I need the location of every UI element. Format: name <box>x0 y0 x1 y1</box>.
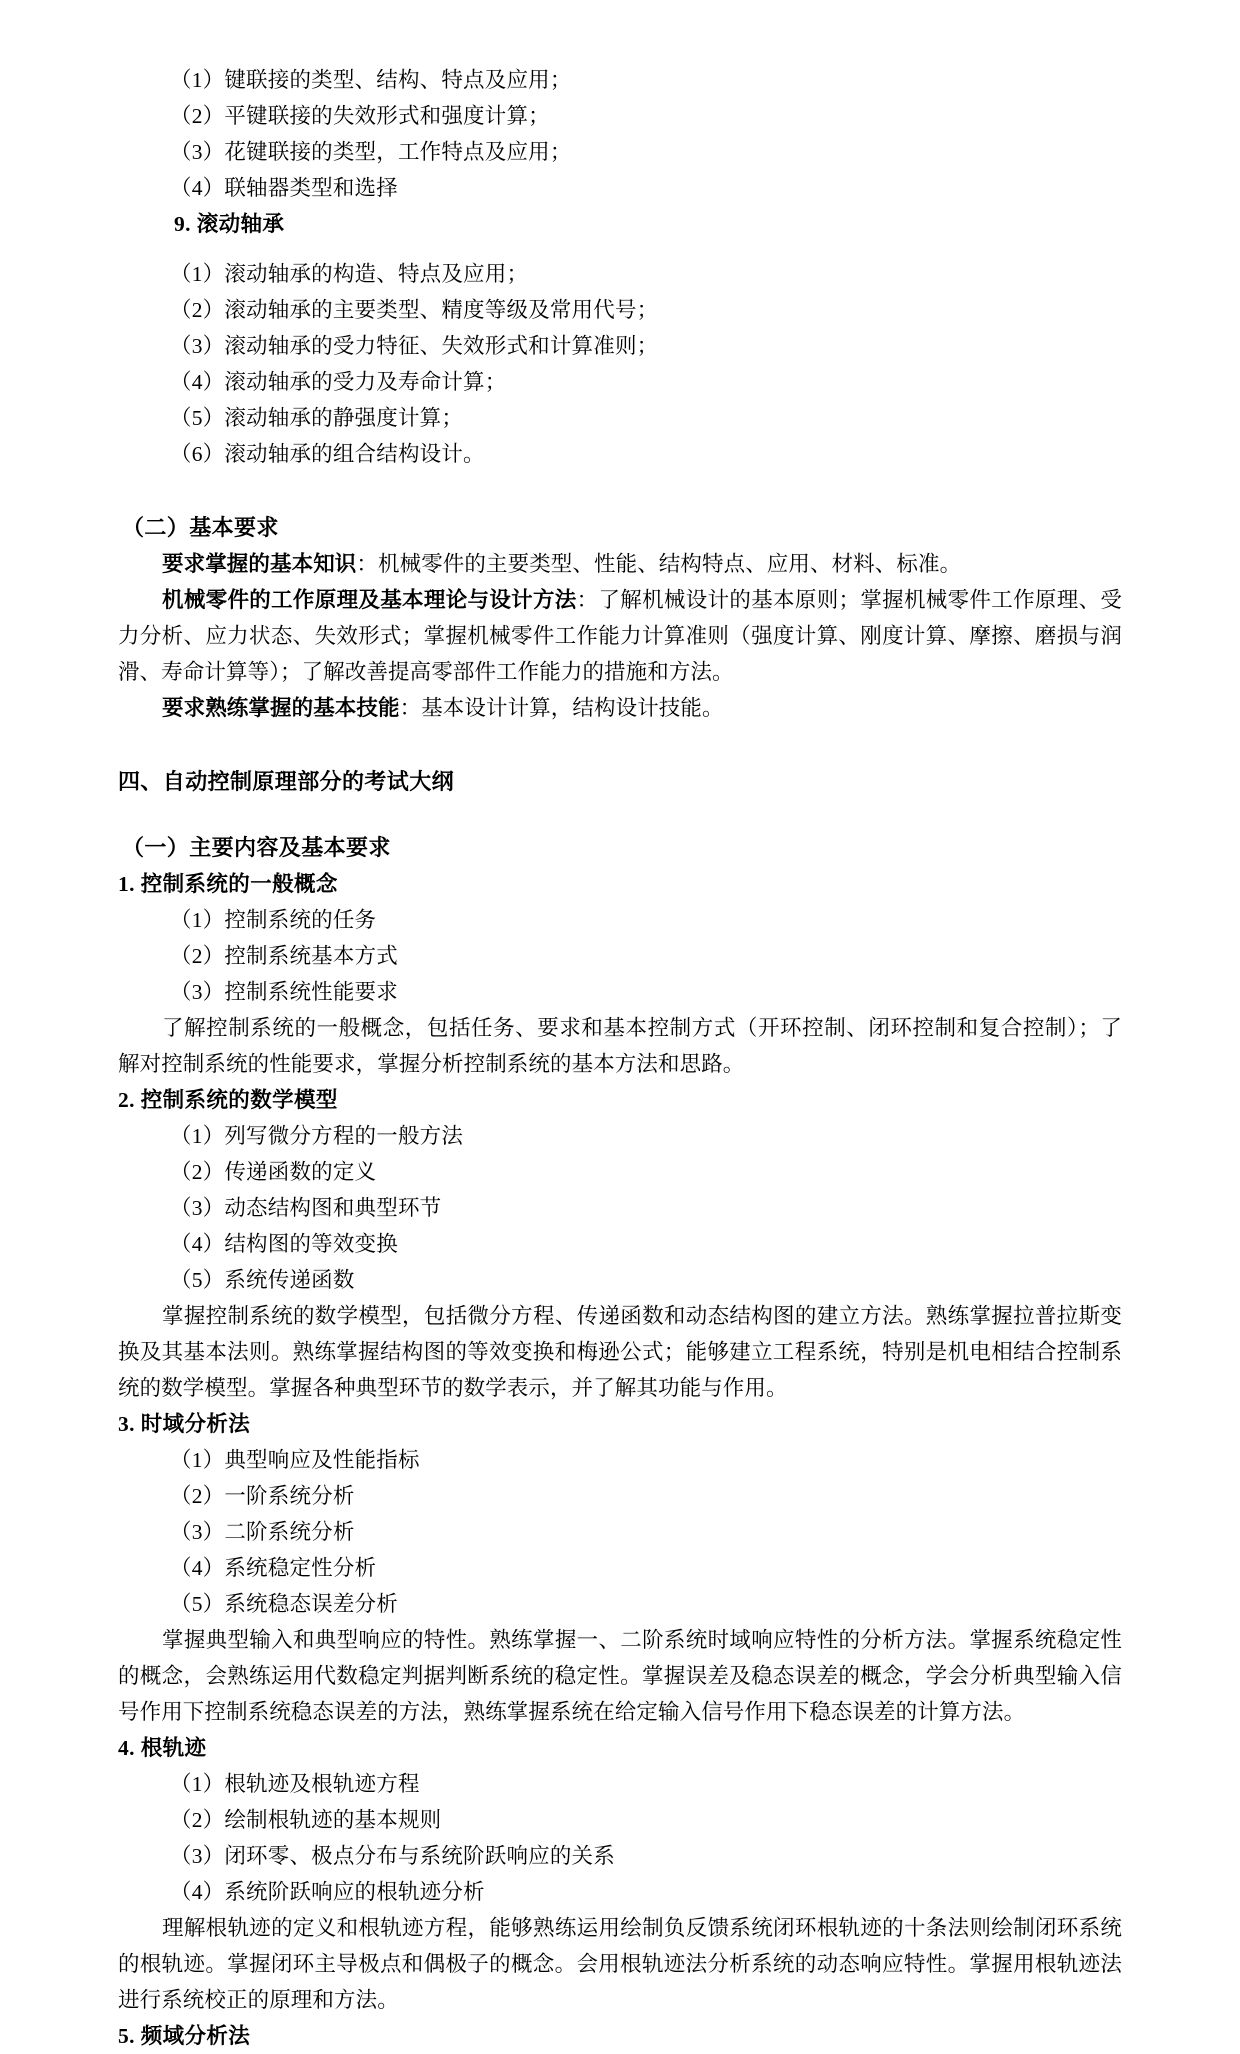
list-item: （3）控制系统性能要求 <box>170 980 398 1004</box>
heading-section-four: 四、自动控制原理部分的考试大纲 <box>118 769 455 794</box>
list-item: （5）系统传递函数 <box>170 1268 355 1292</box>
spacer <box>118 800 1122 830</box>
spacer <box>118 242 1122 256</box>
topic-3-item-list <box>118 1442 1122 1622</box>
list-item: （3）滚动轴承的受力特征、失效形式和计算准则； <box>170 334 659 358</box>
spacer <box>118 726 1122 764</box>
list-item: （2）平键联接的失效形式和强度计算； <box>170 104 550 128</box>
heading-topic-5: 5. 频域分析法 <box>118 2024 251 2048</box>
heading-topic-3: 3. 时域分析法 <box>118 1412 251 1436</box>
list-item: （3）二阶系统分析 <box>170 1520 355 1544</box>
list-item: （1）滚动轴承的构造、特点及应用； <box>170 262 529 286</box>
list-item: （1）键联接的类型、结构、特点及应用； <box>170 68 572 92</box>
text-working-principles: ：了解机械设计的基本原则；掌握机械零件工作原理、受力分析、应力状态、失效形式；掌握机械零件工作能力计算准则（强度计算、刚度计算、摩擦、磨损与润滑、寿命计算等）；了解改善提高零部件工作能力的措施和方法。 <box>118 588 1122 684</box>
document-body <box>118 62 1122 2054</box>
topic-1-item-list <box>118 902 1122 1010</box>
heading-topic-2: 2. 控制系统的数学模型 <box>118 1088 338 1112</box>
list-item: （4）滚动轴承的受力及寿命计算； <box>170 370 507 394</box>
list-item: （2）控制系统基本方式 <box>170 944 398 968</box>
paragraph-topic-3: 掌握典型输入和典型响应的特性。熟练掌握一、二阶系统时域响应特性的分析方法。掌握系统稳定性的概念，会熟练运用代数稳定判据判断系统的稳定性。掌握误差及稳态误差的概念，学会分析典型输入信号作用下控制系统稳态误差的方法，熟练掌握系统在给定输入信号作用下稳态误差的计算方法。 <box>118 1628 1122 1724</box>
text-basic-knowledge: ：机械零件的主要类型、性能、结构特点、应用、材料、标准。 <box>356 552 962 576</box>
list-item: （4）系统稳定性分析 <box>170 1556 377 1580</box>
list-item: （4）系统阶跃响应的根轨迹分析 <box>170 1880 485 1904</box>
list-item: （1）列写微分方程的一般方法 <box>170 1124 464 1148</box>
list-item: （2）滚动轴承的主要类型、精度等级及常用代号； <box>170 298 659 322</box>
paragraph-topic-1: 了解控制系统的一般概念，包括任务、要求和基本控制方式（开环控制、闭环控制和复合控制）；了解对控制系统的性能要求，掌握分析控制系统的基本方法和思路。 <box>118 1016 1122 1076</box>
list-item: （2）传递函数的定义 <box>170 1160 377 1184</box>
list-item: （4）结构图的等效变换 <box>170 1232 398 1256</box>
list-item: （1）控制系统的任务 <box>170 908 377 932</box>
rolling-bearing-item-list <box>118 256 1122 472</box>
text-basic-skills: ：基本设计计算，结构设计技能。 <box>399 696 724 720</box>
list-item: （3）闭环零、极点分布与系统阶跃响应的关系 <box>170 1844 615 1868</box>
heading-main-content: （一）主要内容及基本要求 <box>122 835 391 860</box>
label-working-principles: 机械零件的工作原理及基本理论与设计方法 <box>162 588 577 612</box>
paragraph-topic-4: 理解根轨迹的定义和根轨迹方程，能够熟练运用绘制负反馈系统闭环根轨迹的十条法则绘制闭环系统的根轨迹。掌握闭环主导极点和偶极子的概念。会用根轨迹法分析系统的动态响应特性。掌握用根轨迹法进行系统校正的原理和方法。 <box>118 1916 1122 2012</box>
key-joint-item-list <box>118 62 1122 206</box>
list-item: （5）滚动轴承的静强度计算； <box>170 406 464 430</box>
list-item: （1）根轨迹及根轨迹方程 <box>170 1772 420 1796</box>
list-item: （6）滚动轴承的组合结构设计。 <box>170 442 485 466</box>
list-item: （2）绘制根轨迹的基本规则 <box>170 1808 442 1832</box>
paragraph-working-principles <box>118 582 1122 690</box>
list-item: （3）动态结构图和典型环节 <box>170 1196 442 1220</box>
paragraph-basic-knowledge <box>118 546 1122 582</box>
spacer <box>118 472 1122 510</box>
paragraph-basic-skills <box>118 690 1122 726</box>
heading-basic-requirements: （二）基本要求 <box>122 515 279 540</box>
topic-4-item-list <box>118 1766 1122 1910</box>
heading-topic-1: 1. 控制系统的一般概念 <box>118 872 338 896</box>
label-basic-knowledge: 要求掌握的基本知识 <box>162 552 357 576</box>
list-item: （3）花键联接的类型，工作特点及应用； <box>170 140 572 164</box>
topic-2-item-list <box>118 1118 1122 1298</box>
list-item: （5）系统稳态误差分析 <box>170 1592 398 1616</box>
paragraph-topic-2: 掌握控制系统的数学模型，包括微分方程、传递函数和动态结构图的建立方法。熟练掌握拉普拉斯变换及其基本法则。熟练掌握结构图的等效变换和梅逊公式；能够建立工程系统，特别是机电相结合控制系统的数学模型。掌握各种典型环节的数学表示，并了解其功能与作用。 <box>118 1304 1122 1400</box>
heading-topic-4: 4. 根轨迹 <box>118 1736 207 1760</box>
label-basic-skills: 要求熟练掌握的基本技能 <box>162 696 400 720</box>
heading-rolling-bearing: 9. 滚动轴承 <box>174 212 285 236</box>
list-item: （1）典型响应及性能指标 <box>170 1448 420 1472</box>
list-item: （2）一阶系统分析 <box>170 1484 355 1508</box>
list-item: （4）联轴器类型和选择 <box>170 176 398 200</box>
